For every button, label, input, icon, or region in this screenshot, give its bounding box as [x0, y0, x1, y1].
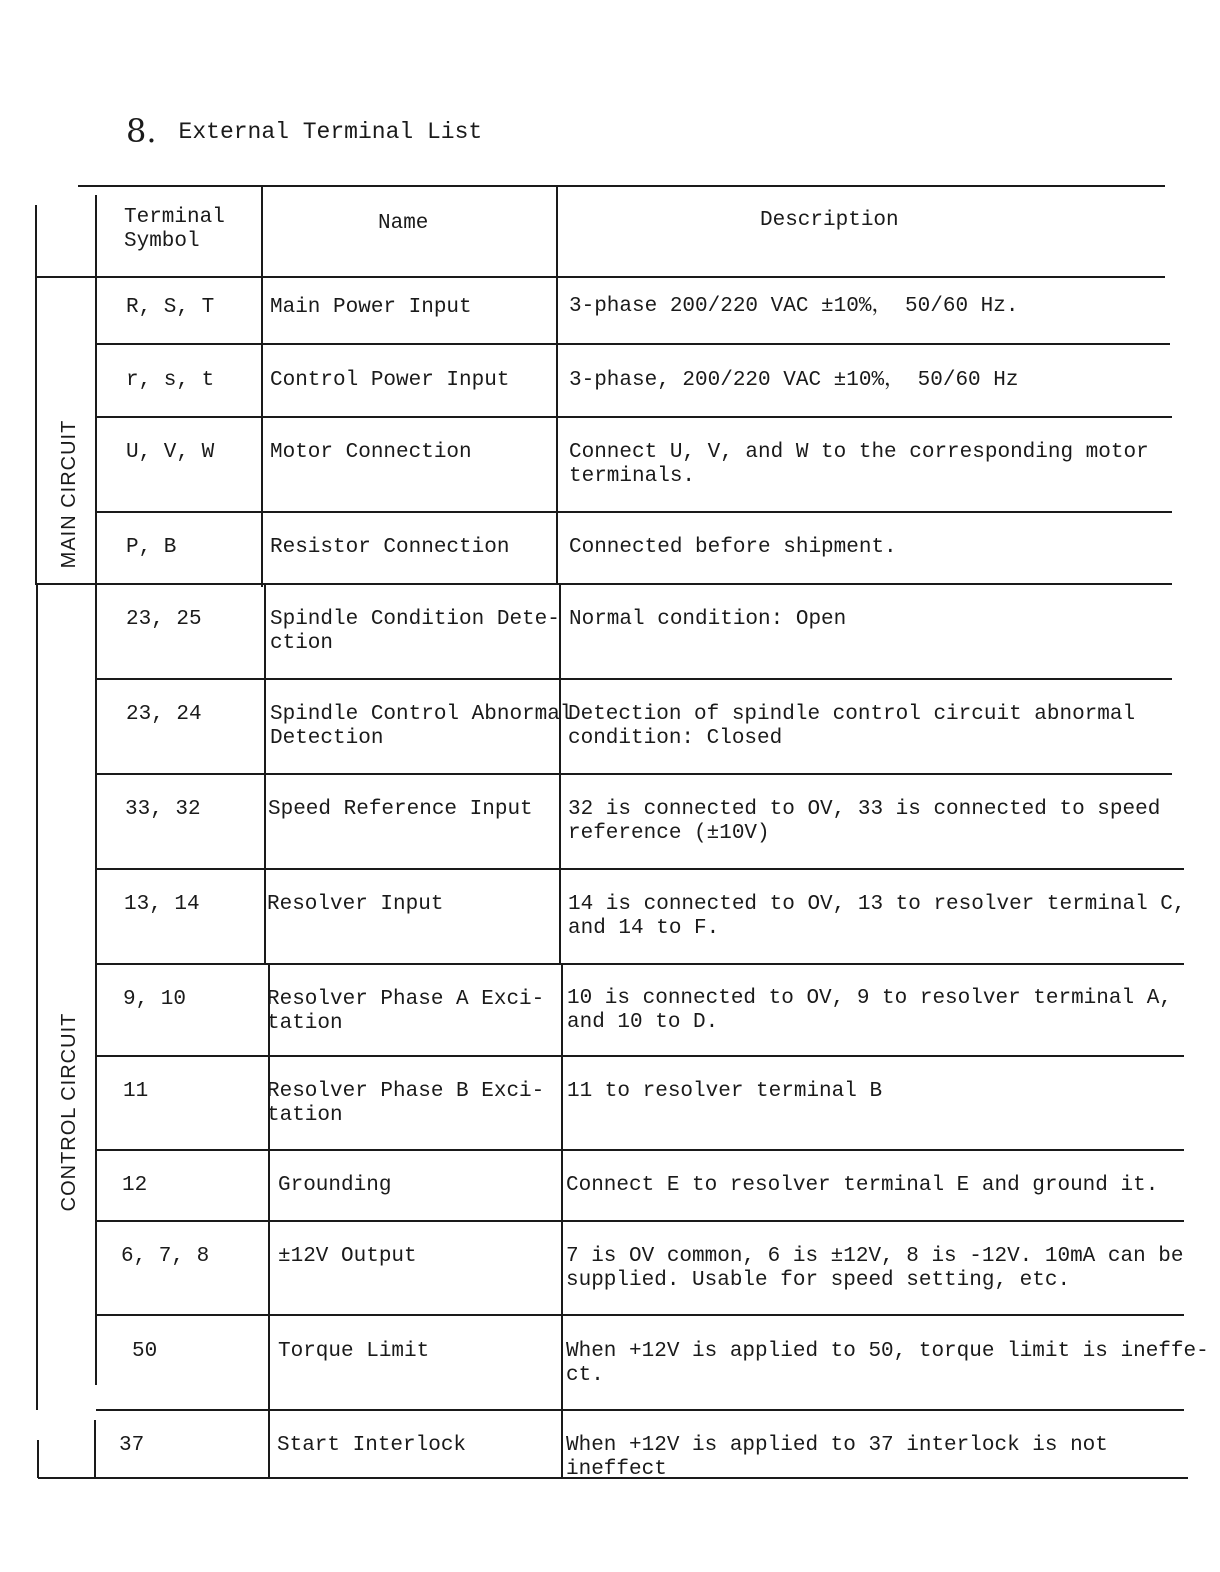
row-divider: [96, 963, 1184, 965]
name-column-border: [268, 963, 270, 1478]
table-cell-description: 3-phase, 200/220 VAC ±10%， 50/60 Hz: [569, 369, 1019, 392]
table-cell-symbol: 50: [132, 1340, 158, 1363]
header-name: Name: [378, 212, 429, 235]
row-divider: [96, 678, 1172, 680]
table-cell-symbol: r, s, t: [126, 369, 215, 392]
symbol-column-border: [95, 195, 97, 1385]
table-cell-description: Connect U, V, and W to the corresponding motor terminals.: [569, 441, 1149, 488]
table-cell-symbol: 11: [123, 1080, 149, 1103]
row-divider: [96, 773, 1172, 775]
table-cell-name: Main Power Input: [270, 296, 472, 319]
row-divider: [96, 1220, 1184, 1222]
table-cell-symbol: U, V, W: [126, 441, 215, 464]
table-cell-symbol: 33, 32: [125, 798, 201, 821]
table-cell-name: Grounding: [278, 1174, 392, 1197]
row-divider: [96, 1055, 1184, 1057]
table-top-border: [78, 185, 1165, 187]
table-cell-description: Normal condition: Open: [569, 608, 847, 631]
row-divider: [96, 511, 1172, 513]
row-divider: [96, 416, 1172, 418]
row-divider: [96, 343, 1170, 345]
header-description: Description: [760, 209, 899, 232]
row-divider: [96, 1409, 1184, 1411]
row-divider: [96, 1314, 1184, 1316]
table-cell-symbol: 37: [119, 1434, 145, 1457]
table-cell-name: Torque Limit: [278, 1340, 430, 1363]
row-divider: [96, 868, 1184, 870]
section-title: External Terminal List: [178, 119, 483, 145]
table-cell-symbol: 23, 25: [126, 608, 202, 631]
section-number: 8.: [126, 112, 157, 150]
description-column-border: [561, 963, 563, 1478]
header-terminal-symbol: Terminal Symbol: [124, 206, 225, 253]
table-cell-name: Spindle Condition Dete- ction: [270, 608, 560, 655]
table-cell-symbol: 13, 14: [124, 893, 200, 916]
table-cell-name: Start Interlock: [277, 1434, 467, 1457]
table-cell-description: 32 is connected to OV, 33 is connected to speed reference (±10V): [568, 798, 1161, 845]
table-cell-symbol: P, B: [126, 536, 177, 559]
table-cell-name: ±12V Output: [278, 1245, 417, 1268]
table-cell-name: Control Power Input: [270, 369, 510, 392]
table-cell-symbol: 6, 7, 8: [121, 1245, 210, 1268]
symbol-column-border: [94, 1420, 96, 1478]
table-cell-name: Speed Reference Input: [268, 798, 533, 821]
description-column-border: [556, 185, 558, 585]
table-cell-name: Motor Connection: [270, 441, 472, 464]
table-cell-description: 7 is OV common, 6 is ±12V, 8 is -12V. 10mA can be supplied. Usable for speed setting, etc.: [566, 1245, 1184, 1292]
name-column-border: [261, 187, 263, 587]
table-cell-name: Resistor Connection: [270, 536, 510, 559]
table-cell-description: 14 is connected to OV, 13 to resolver terminal C, and 14 to F.: [568, 893, 1186, 940]
left-outer-border: [35, 205, 37, 585]
table-cell-symbol: R, S, T: [126, 296, 215, 319]
section-heading: [126, 108, 483, 150]
left-outer-border: [37, 1440, 39, 1478]
table-cell-description: Connected before shipment.: [569, 536, 897, 559]
group-divider: [36, 583, 1172, 585]
table-cell-description: 10 is connected to OV, 9 to resolver terminal A, and 10 to D.: [567, 987, 1172, 1034]
table-cell-description: When +12V is applied to 50, torque limit is ineffe- ct.: [566, 1340, 1209, 1387]
table-cell-description: Connect E to resolver terminal E and ground it.: [566, 1174, 1159, 1197]
table-cell-description: 3-phase 200/220 VAC ±10%， 50/60 Hz.: [569, 295, 1019, 318]
table-cell-name: Resolver Input: [267, 893, 444, 916]
table-cell-description: 11 to resolver terminal B: [567, 1080, 883, 1103]
table-cell-name: Spindle Control Abnormal Detection: [270, 703, 573, 750]
table-cell-symbol: 23, 24: [126, 703, 202, 726]
table-cell-description: When +12V is applied to 37 interlock is not ineffect: [566, 1434, 1108, 1481]
group-label-control-circuit: CONTROL CIRCUIT: [58, 1012, 80, 1212]
group-label-main-circuit: MAIN CIRCUIT: [58, 419, 80, 569]
row-divider: [96, 1149, 1184, 1151]
left-outer-border: [36, 585, 38, 1410]
table-cell-symbol: 12: [122, 1174, 148, 1197]
header-bottom-border: [36, 276, 1165, 278]
table-cell-description: Detection of spindle control circuit abnormal condition: Closed: [568, 703, 1136, 750]
table-cell-symbol: 9, 10: [123, 988, 187, 1011]
table-cell-name: Resolver Phase A Exci- tation: [267, 988, 545, 1035]
name-column-border: [264, 585, 266, 965]
table-cell-name: Resolver Phase B Exci- tation: [267, 1080, 545, 1127]
